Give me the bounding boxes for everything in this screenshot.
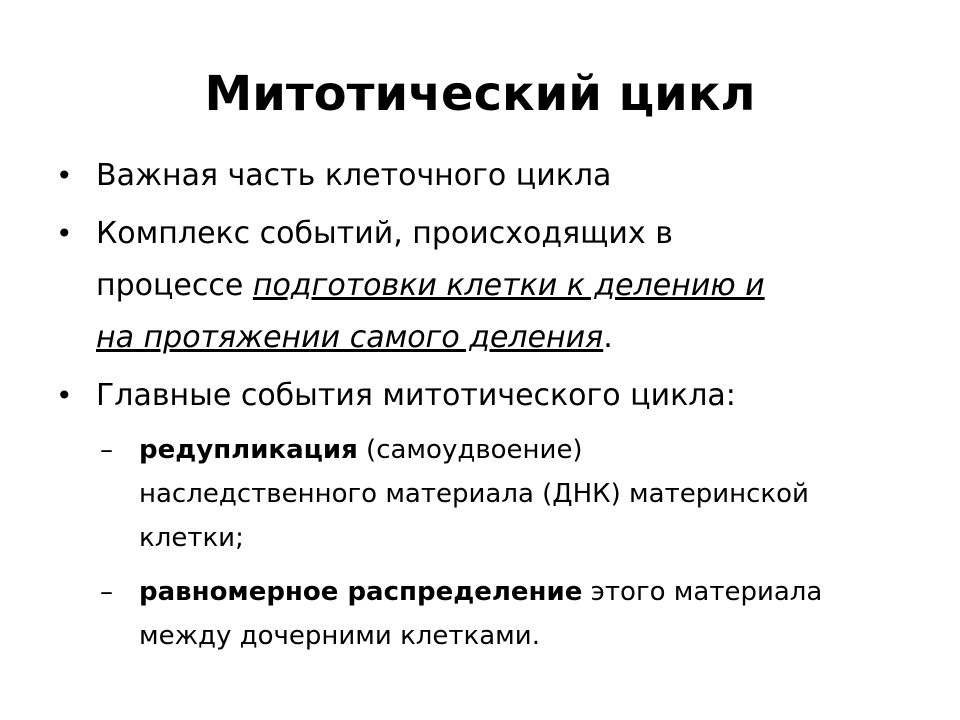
dash-icon: – <box>100 577 113 607</box>
sub-bullet-item-2 <box>56 570 926 658</box>
bullet-text: Важная часть клеточного цикла <box>96 158 612 193</box>
sub-bullet-text-line <box>139 570 926 614</box>
slide-title: Митотический цикл <box>204 66 756 122</box>
bullet-text-line: Комплекс событий, происходящих в <box>96 216 673 251</box>
sub-bullet-text-line <box>139 428 926 472</box>
plain-text: этого материала <box>582 577 823 607</box>
bold-term: равномерное распределение <box>139 577 583 607</box>
bullet-icon: • <box>56 159 73 192</box>
emphasized-text: на протяжении самого деления <box>96 320 604 355</box>
emphasized-text: подготовки клетки к делению и <box>252 268 765 303</box>
slide-body <box>56 150 926 668</box>
bullet-text-line <box>96 260 926 312</box>
bullet-item-1 <box>56 150 926 202</box>
sub-bullet-text-line: между дочерними клетками. <box>139 621 540 651</box>
sub-bullet-item-1 <box>56 428 926 560</box>
bullet-text-line <box>96 312 926 364</box>
sub-bullet-text-line: наследственного материала (ДНК) материнской <box>139 479 809 509</box>
bullet-item-3 <box>56 370 926 422</box>
bullet-text: Главные события митотического цикла: <box>96 378 736 413</box>
plain-text: (самоудвоение) <box>357 435 583 465</box>
bullet-icon: • <box>56 217 73 250</box>
bullet-icon: • <box>56 379 73 412</box>
plain-text: процессе <box>96 268 253 303</box>
bold-term: редупликация <box>139 435 358 465</box>
sub-bullet-text-line: клетки; <box>139 523 244 553</box>
bullet-item-2 <box>56 208 926 364</box>
dash-icon: – <box>100 435 113 465</box>
plain-text: . <box>603 320 613 355</box>
